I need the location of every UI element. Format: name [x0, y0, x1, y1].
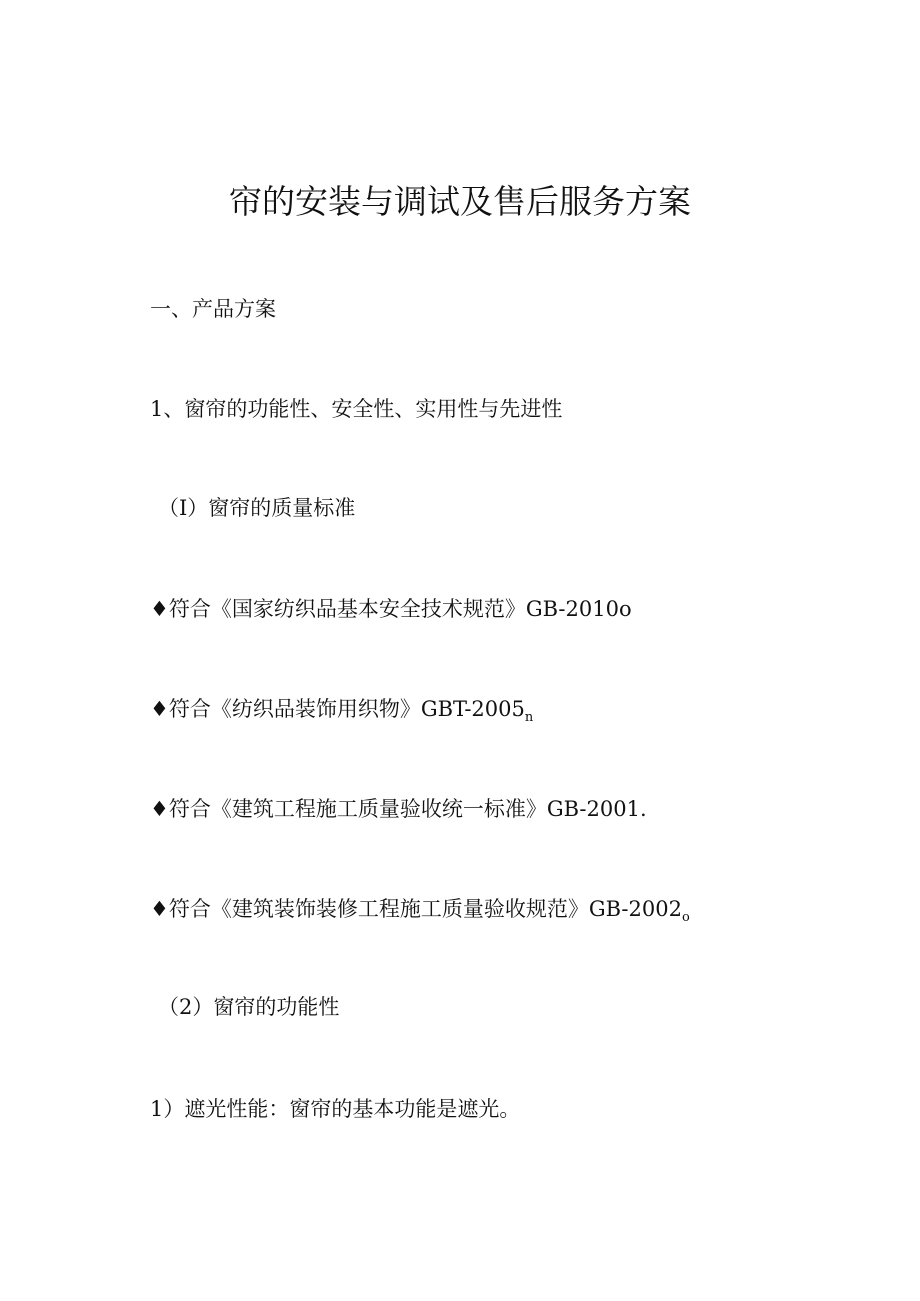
standard-text-4: ♦符合《建筑装饰装修工程施工质量验收规范》GB-2002	[150, 897, 682, 921]
standard-text-1: ♦符合《国家纺织品基本安全技术规范》GB-2010o	[150, 597, 632, 621]
standard-suffix-2: n	[524, 710, 534, 725]
standard-line-1	[150, 594, 632, 624]
subsection-heading-curtain-features: 1、窗帘的功能性、安全性、实用性与先进性	[150, 397, 563, 421]
document-title: 帘的安装与调试及售后服务方案	[229, 182, 691, 221]
section-heading-product-plan: 一、产品方案	[150, 297, 276, 321]
standard-line-4	[150, 894, 690, 933]
standard-line-2	[150, 694, 533, 733]
standard-line-3	[150, 794, 647, 824]
item-heading-quality-standard: （I）窗帘的质量标准	[158, 496, 356, 520]
standard-suffix-4: o	[681, 910, 690, 925]
standard-text-2: ♦符合《纺织品装饰用织物》GBT-2005	[150, 697, 525, 721]
paragraph-shading-performance: 1）遮光性能：窗帘的基本功能是遮光。	[150, 1097, 521, 1121]
item-heading-functionality: （2）窗帘的功能性	[158, 995, 340, 1019]
standard-text-3: ♦符合《建筑工程施工质量验收统一标准》GB-2001.	[150, 797, 647, 821]
